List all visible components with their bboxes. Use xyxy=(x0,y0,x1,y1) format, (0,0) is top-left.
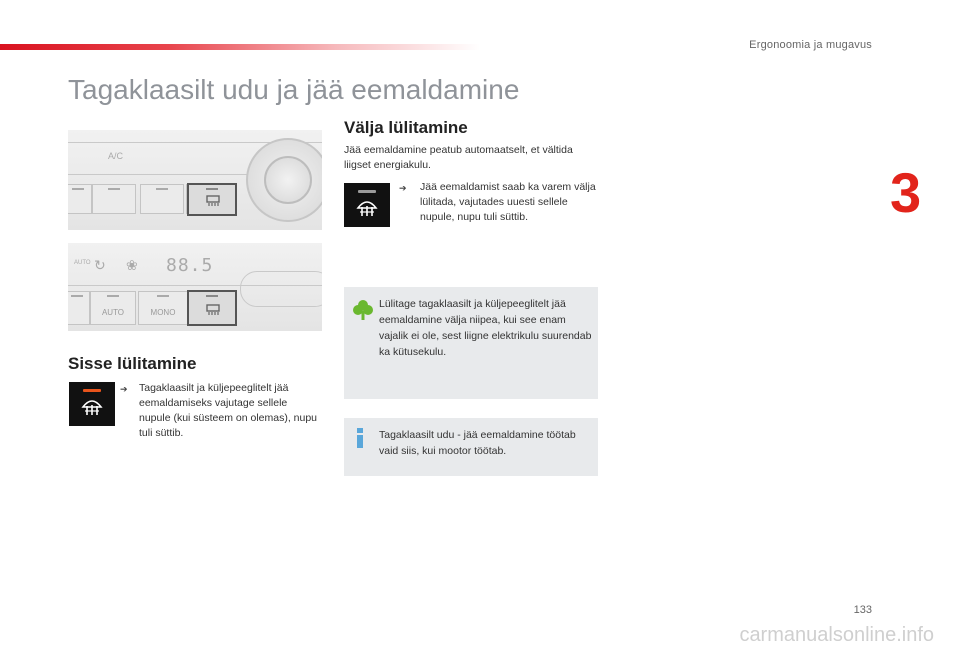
page-number: 133 xyxy=(853,604,872,616)
temperature-display: 88.5 xyxy=(166,255,214,276)
temperature-knob-center xyxy=(264,156,312,204)
watermark: carmanualsonline.info xyxy=(739,624,934,646)
intro-off: Jää eemaldamine peatub automaatselt, et vältida liigset energiakulu. xyxy=(344,144,573,171)
panel-button xyxy=(68,184,92,214)
section-heading-off: Välja lülitamine xyxy=(344,118,468,137)
rear-defrost-icon xyxy=(81,397,103,417)
bullet-marker: ➔ xyxy=(120,384,128,394)
chapter-number: 3 xyxy=(890,161,922,224)
rear-defrost-button-off xyxy=(344,183,390,227)
instruction-off: Jää eemaldamist saab ka varem välja lülitada, vajutades uuesti sellele nupule, nupu tuli süttib. xyxy=(420,181,596,223)
rear-defrost-icon xyxy=(356,198,378,218)
info-note-text: Tagaklaasilt udu - jää eemaldamine töötab vaid siis, kui mootor töötab. xyxy=(379,429,576,457)
tree-icon xyxy=(353,299,373,321)
eco-note-box xyxy=(344,287,598,399)
panel-slot xyxy=(240,271,322,307)
mono-button xyxy=(138,291,188,325)
recirculation-icon: ↻ xyxy=(94,257,106,273)
bullet-marker: ➔ xyxy=(399,183,407,193)
auto-button xyxy=(90,291,136,325)
rear-defrost-icon xyxy=(206,304,220,316)
section-heading-on: Sisse lülitamine xyxy=(68,354,197,373)
rear-defrost-button-highlight xyxy=(187,290,237,326)
page-title: Tagaklaasilt udu ja jää eemaldamine xyxy=(68,74,520,105)
instruction-on: Tagaklaasilt ja küljepeeglitelt jää eemaldamiseks vajutage sellele nupule (kui süsteem on olemas), nupu tuli süttib. xyxy=(139,382,318,439)
rear-defrost-button-on xyxy=(69,382,115,426)
auto-icon: AUTO xyxy=(74,260,91,266)
info-icon xyxy=(355,428,365,448)
seat-heat-button xyxy=(140,184,184,214)
indicator-lamp-on xyxy=(83,389,101,392)
ac-label: A/C xyxy=(108,151,124,161)
info-note-box xyxy=(344,418,598,476)
eco-note-text: Lülitage tagaklaasilt ja küljepeeglitelt jää eemaldamine välja niipea, kui see enam vajalik ei ole, sest liigne elektrikulu suurendab ka kütusekulu. xyxy=(379,298,592,358)
rear-defrost-button-highlight xyxy=(187,183,237,216)
control-panel-photo-bottom xyxy=(68,243,322,331)
control-panel-photo-top xyxy=(68,130,322,230)
fan-icon: ❀ xyxy=(126,257,138,273)
section-header: Ergonoomia ja mugavus xyxy=(749,39,872,51)
indicator-lamp-off xyxy=(358,190,376,193)
mono-button-label: MONO xyxy=(150,308,176,317)
header-accent-bar xyxy=(0,44,480,50)
auto-button-label: AUTO xyxy=(101,308,125,317)
panel-button xyxy=(68,291,90,325)
rear-defrost-icon xyxy=(206,195,220,207)
seat-heat-button xyxy=(92,184,136,214)
